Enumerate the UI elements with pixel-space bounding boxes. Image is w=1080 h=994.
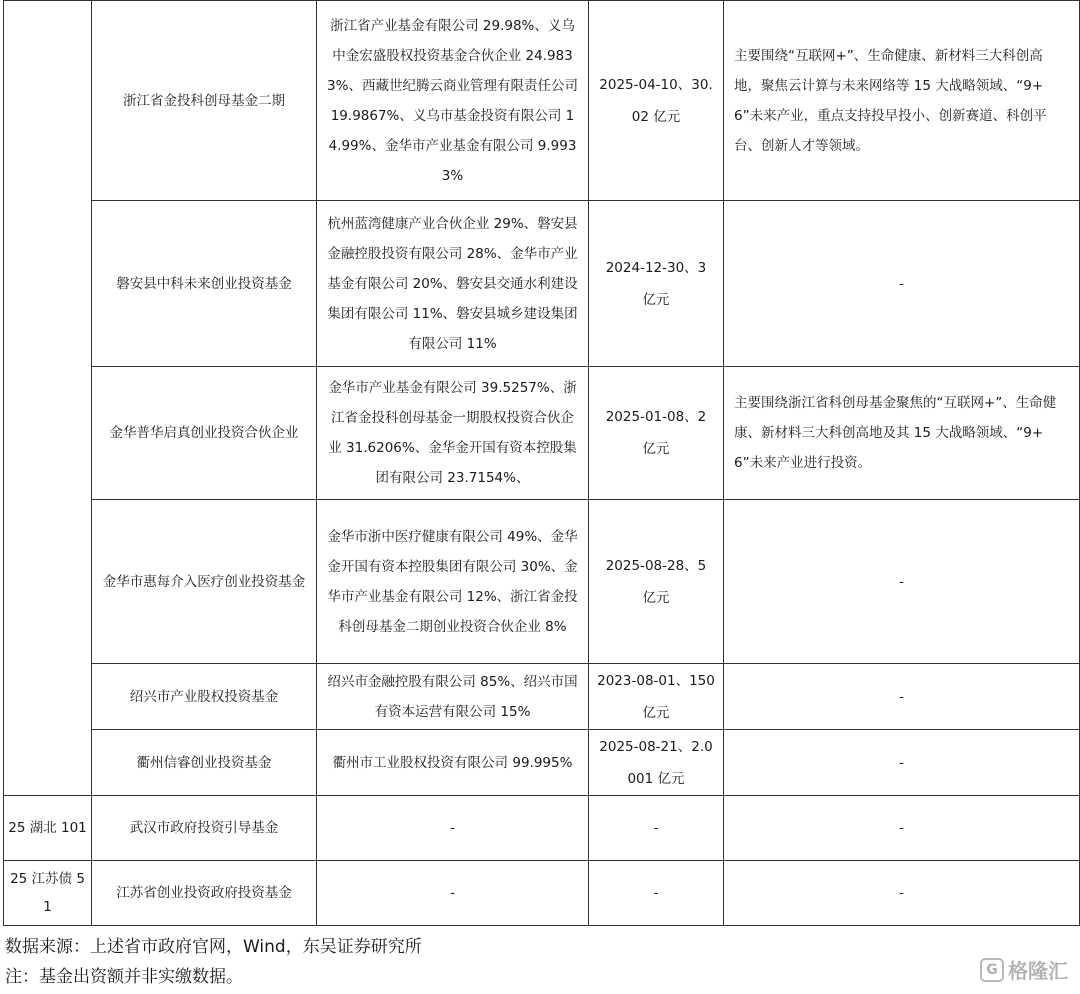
focus-cell: -	[724, 796, 1080, 861]
focus-cell: 主要围绕浙江省科创母基金聚焦的“互联网+”、生命健康、新材料三大科创高地及其 15 大战略领域、“9+6”未来产业进行投资。	[724, 367, 1080, 500]
table-row	[4, 367, 1080, 500]
watermark-text: 格隆汇	[1008, 959, 1068, 983]
fund-name-cell: 金华市惠每介入医疗创业投资基金	[92, 500, 317, 664]
focus-cell: -	[724, 201, 1080, 367]
fund-table	[3, 0, 1080, 926]
fund-name-cell: 浙江省金投科创母基金二期	[92, 1, 317, 201]
date-amount-cell: -	[589, 861, 724, 926]
watermark	[980, 955, 1068, 984]
investors-cell: 衢州市工业股权投资有限公司 99.995%	[317, 730, 589, 796]
table-row	[4, 1, 1080, 201]
bond-name-cell: 25 江苏债 51	[4, 861, 92, 926]
fund-name-cell: 金华普华启真创业投资合伙企业	[92, 367, 317, 500]
remark-note: 注：基金出资额并非实缴数据。	[5, 967, 243, 987]
date-amount-cell: -	[589, 796, 724, 861]
focus-cell: -	[724, 500, 1080, 664]
table-row	[4, 861, 1080, 926]
focus-cell: 主要围绕“互联网+”、生命健康、新材料三大科创高地，聚焦云计算与未来网络等 15 大战略领域、“9+6”未来产业，重点支持投早投小、创新赛道、科创平台、创新人才等领域。	[724, 1, 1080, 201]
fund-name-cell: 武汉市政府投资引导基金	[92, 796, 317, 861]
date-amount-cell: 2024-12-30、3 亿元	[589, 201, 724, 367]
source-note: 数据来源：上述省市政府官网，Wind，东吴证券研究所	[5, 937, 422, 957]
table-row	[4, 664, 1080, 730]
watermark-logo-icon: G	[980, 958, 1004, 982]
table-row	[4, 730, 1080, 796]
focus-cell: -	[724, 730, 1080, 796]
table-row	[4, 500, 1080, 664]
table-row	[4, 201, 1080, 367]
fund-name-cell: 衢州信睿创业投资基金	[92, 730, 317, 796]
investors-cell: -	[317, 796, 589, 861]
investors-cell: 绍兴市金融控股有限公司 85%、绍兴市国有资本运营有限公司 15%	[317, 664, 589, 730]
bond-cell-empty	[4, 1, 92, 796]
table-row	[4, 796, 1080, 861]
fund-name-cell: 江苏省创业投资政府投资基金	[92, 861, 317, 926]
date-amount-cell: 2025-04-10、30.02 亿元	[589, 1, 724, 201]
bond-name-cell: 25 湖北 101	[4, 796, 92, 861]
investors-cell: 金华市浙中医疗健康有限公司 49%、金华金开国有资本控股集团有限公司 30%、金华市产业基金有限公司 12%、浙江省金投科创母基金二期创业投资合伙企业 8%	[317, 500, 589, 664]
date-amount-cell: 2025-08-28、5 亿元	[589, 500, 724, 664]
focus-cell: -	[724, 664, 1080, 730]
fund-name-cell: 绍兴市产业股权投资基金	[92, 664, 317, 730]
date-amount-cell: 2025-08-21、2.0001 亿元	[589, 730, 724, 796]
date-amount-cell: 2023-08-01、150 亿元	[589, 664, 724, 730]
investors-cell: -	[317, 861, 589, 926]
date-amount-cell: 2025-01-08、2 亿元	[589, 367, 724, 500]
table-notes	[5, 932, 422, 992]
investors-cell: 浙江省产业基金有限公司 29.98%、义乌中金宏盛股权投资基金合伙企业 24.9833%、西藏世纪腾云商业管理有限责任公司 19.9867%、义乌市基金投资有限公司 14.99%、金华市产业基金有限公司 9.9933%	[317, 1, 589, 201]
fund-name-cell: 磐安县中科未来创业投资基金	[92, 201, 317, 367]
investors-cell: 杭州蓝湾健康产业合伙企业 29%、磐安县金融控股投资有限公司 28%、金华市产业基金有限公司 20%、磐安县交通水利建设集团有限公司 11%、磐安县城乡建设集团有限公司 11%	[317, 201, 589, 367]
investors-cell: 金华市产业基金有限公司 39.5257%、浙江省金投科创母基金一期股权投资合伙企业 31.6206%、金华金开国有资本控股集团有限公司 23.7154%、	[317, 367, 589, 500]
focus-cell: -	[724, 861, 1080, 926]
